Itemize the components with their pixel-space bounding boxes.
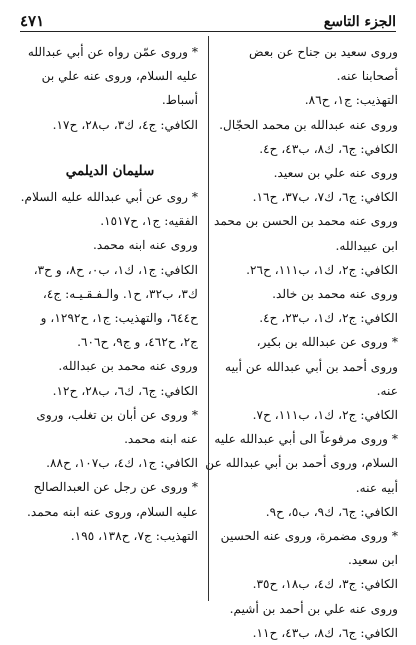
text-line: ج٢، ح٤٦٢، و ج٩، ح٦٠٦. bbox=[77, 335, 198, 350]
volume-title: الجزء التاسع bbox=[323, 14, 396, 30]
text-line: عليه السلام، وروى عنه علي بن bbox=[41, 69, 198, 84]
text-line: أسباط. bbox=[161, 93, 198, 108]
text-line: الكافي: ج٦، ك٧، ب٣٧، ح١٦. bbox=[252, 190, 398, 205]
text-line: الكافي: ج٤، ك٣، ب٢٨، ح١٧. bbox=[52, 117, 198, 132]
text-line: * وروى مضمرة، وروى عنه الحسين bbox=[220, 529, 398, 544]
text-line: الكافي: ج٢، ك١، ب٢٣، ح٤. bbox=[259, 311, 398, 326]
text-line: الكافي: ج٢، ك١، ب١١١، ح٧. bbox=[252, 408, 398, 423]
text-line: الكافي: ج٦، ك٩، ب٥، ح٩. bbox=[265, 504, 398, 519]
text-line: ابن عبيدالله. bbox=[335, 238, 398, 253]
section-heading: سليمان الديلمي bbox=[65, 162, 155, 179]
text-line: ح٦٤٤، والتهذيب: ج١، ح١٢٩٢، و bbox=[40, 311, 198, 326]
text-line: الكافي: ج٦، ك٨، ب٤٣، ح١١. bbox=[252, 625, 398, 640]
text-line: * وروى عن عبدالله بن بكير، bbox=[256, 335, 398, 350]
left-column-bottom bbox=[22, 185, 198, 548]
text-line: أبيه عنه. bbox=[355, 480, 398, 495]
text-line: أصحابنا عنه. bbox=[336, 69, 398, 84]
text-line: * وروى عن رجل عن العبدالصالح bbox=[33, 480, 198, 495]
text-line: الكافي: ج٣، ك٤، ب١٨، ح٣٥. bbox=[252, 577, 398, 592]
text-line: الكافي: ج١، ك١، ب٠، ح٨، و ح٣، bbox=[33, 262, 198, 277]
left-column-top bbox=[22, 40, 198, 137]
text-line: الكافي: ج٢، ك١، ب١١١، ح٢٦. bbox=[246, 262, 398, 277]
text-line: وروى سعيد بن جناح عن بعض bbox=[249, 45, 398, 59]
text-line: الفقيه: ج١، ح١٥١٧. bbox=[100, 214, 198, 229]
text-line: الكافي: ج٦، ك٦، ب٢٨، ح١٢. bbox=[52, 383, 198, 398]
text-line: * وروى عن أبان بن تغلب، وروى bbox=[36, 407, 198, 422]
text-line: السلام، وروى أحمد بن أبي عبدالله عن bbox=[205, 456, 398, 471]
left-column bbox=[22, 40, 198, 548]
text-line: وروى عنه محمد بن الحسن بن محمد bbox=[213, 214, 398, 229]
text-line: التهذيب: ج١، ح٨٦. bbox=[304, 93, 398, 108]
text-line: عليه السلام، وروى عنه ابنه محمد. bbox=[27, 504, 198, 519]
text-line: وروى عنه علي بن سعيد. bbox=[273, 166, 398, 181]
text-line: الكافي: ج٦، ك٨، ب٤٣، ح٤. bbox=[259, 141, 398, 156]
text-line: عنه ابنه محمد. bbox=[124, 432, 198, 447]
text-line: ابن سعيد. bbox=[348, 553, 398, 568]
column-divider bbox=[208, 36, 209, 601]
text-line: وروى عنه عبدالله بن محمد الحجّال. bbox=[219, 117, 398, 132]
text-line: وروى عنه علي بن أحمد بن أشيم. bbox=[229, 601, 398, 616]
text-line: الكافي: ج١، ك٤، ب١٠٧، ح٨٨. bbox=[46, 456, 198, 471]
page-header bbox=[20, 8, 396, 30]
text-line: * روى عن أبي عبدالله عليه السلام. bbox=[20, 190, 198, 205]
text-line: وروى عنه محمد بن عبدالله. bbox=[58, 359, 198, 374]
text-line: ك٣، ب٣٢، ح١. والـفـقـيـه: ج٤، bbox=[42, 286, 198, 301]
page-number: ٤٧١ bbox=[20, 12, 45, 30]
text-line: وروى أحمد بن أبي عبدالله عن أبيه bbox=[225, 359, 398, 374]
text-line: وروى عنه محمد بن خالد. bbox=[272, 287, 398, 302]
header-rule bbox=[20, 31, 396, 32]
text-line: وروى عنه ابنه محمد. bbox=[92, 238, 198, 253]
right-column bbox=[205, 40, 398, 645]
text-line: التهذيب: ج٧، ح١٣٨، ١٩٥. bbox=[70, 528, 198, 543]
text-line: عنه. bbox=[376, 383, 398, 398]
text-line: * وروى عمّن رواه عن أبي عبدالله bbox=[27, 45, 198, 59]
text-line: * وروى مرفوعاً الى أبي عبدالله عليه bbox=[214, 432, 398, 447]
